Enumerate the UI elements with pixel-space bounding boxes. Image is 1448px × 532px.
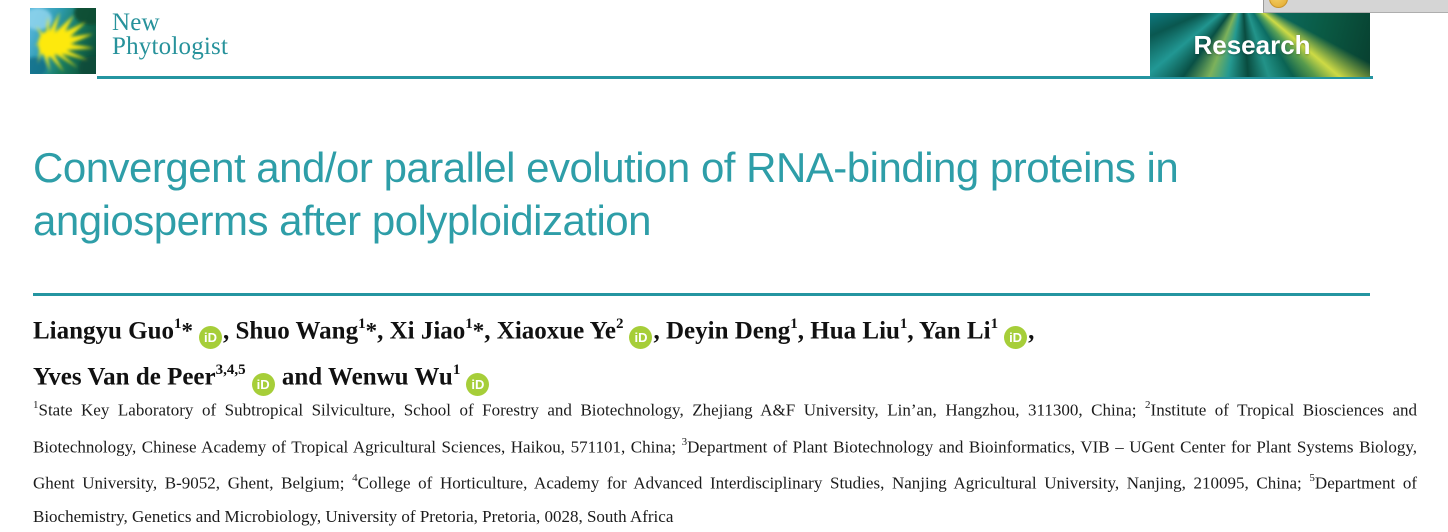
author-separator: , [484,317,497,345]
author-name: Deyin Deng [665,317,791,345]
affiliations [33,390,1417,532]
author-superscript: 1 [990,316,999,332]
yellow-circle-button[interactable] [1269,0,1288,8]
research-banner [1150,13,1370,77]
author-name: Shuo Wang [235,317,359,345]
article-title [33,141,1428,247]
affiliation-superscript: 3 [681,435,688,448]
author-superscript: 1 [899,316,908,332]
orcid-icon[interactable]: iD [629,326,652,349]
author-superscript: 1 [465,316,473,332]
author-separator: , [1028,317,1035,345]
author-superscript: 2 [615,316,624,332]
affiliation-superscript: 1 [33,399,39,411]
title-line: Convergent and/or parallel evolution of RNA-binding proteins in [33,144,1179,191]
journal-name-line1: New [112,9,160,36]
author-name: Hua Liu [810,317,900,345]
author-separator: , [377,317,390,345]
author-superscript: 1 [358,316,366,332]
affiliation-superscript: 4 [352,472,358,485]
orcid-icon[interactable]: iD [1004,326,1027,349]
author-separator: , [653,317,666,345]
journal-name [112,11,228,58]
author-list [33,305,1034,398]
orcid-icon[interactable]: iD [252,373,275,396]
title-line: angiosperms after polyploidization [33,197,652,244]
author-separator: , [223,317,236,345]
affiliation-text: Department of Plant Biotechnology and Bioinformatics, VIB – UGent Center for Plant Systems Biology, Ghent University, B-9052, Ghent, Belgium; [33,437,1417,493]
affiliation-superscript: 2 [1145,399,1151,411]
author-superscript: 1 [452,362,461,379]
research-banner-label: Research [1193,29,1311,60]
toolbar-fragment [1263,0,1448,13]
author-separator: , [907,317,919,345]
orcid-icon[interactable]: iD [199,326,222,349]
author-superscript: 1 [790,316,798,332]
author-name: Yves Van de Peer [33,363,216,391]
affiliation-text: College of Horticulture, Academy for Advanced Interdisciplinary Studies, Nanjing Agricultural University, Nanjing, 210095, China; [357,473,1310,493]
journal-logo [30,8,96,74]
author-name: Xi Jiao [389,317,466,345]
author-separator: and [275,363,328,391]
author-name: Xiaoxue Ye [496,317,616,345]
affiliation-text: Institute of Tropical Biosciences and Biotechnology, Chinese Academy of Tropical Agricultural Sciences, Haikou, 571101, China; [33,400,1417,457]
author-star: * [181,318,194,344]
author-name: Liangyu Guo [33,317,175,345]
author-line [33,305,1034,351]
author-separator: , [797,317,811,345]
author-star: * [472,318,485,344]
journal-name-line2: Phytologist [112,32,229,60]
affiliation-text: State Key Laboratory of Subtropical Silviculture, School of Forestry and Biotechnology, Zhejiang A&F University, Lin’an, Hangzhou, 311300, China; [38,400,1146,420]
author-superscript: 3,4,5 [215,362,246,379]
author-superscript: 1 [174,316,182,332]
sunburst-icon [30,8,96,74]
orcid-icon[interactable]: iD [466,373,489,396]
author-rule [33,293,1370,296]
author-star: * [365,318,378,344]
affiliation-superscript: 5 [1309,472,1315,485]
author-name: Yan Li [919,317,991,345]
affiliation-text: Department of Biochemistry, Genetics and Microbiology, University of Pretoria, Pretoria, 0028, South Africa [33,473,1417,526]
author-name: Wenwu Wu [328,363,453,391]
